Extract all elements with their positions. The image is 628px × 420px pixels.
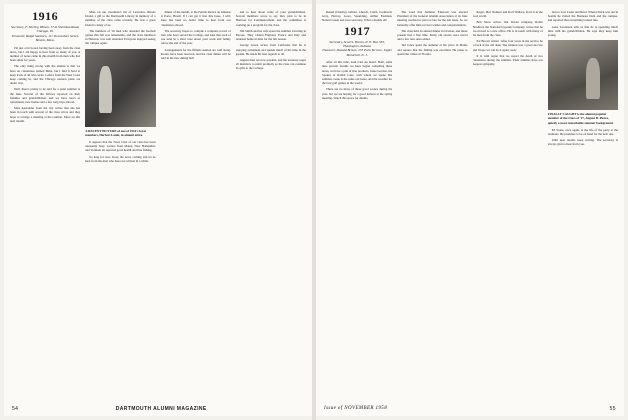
- treasurer-line: Treasurer, Donald Brown, 133 Park Terrace, Upper Montclair, N. J.: [322, 48, 393, 57]
- paragraph: The numbers of '16 men who attended the football games this fall was remarkable, and the class luncheon in Hanover was well attended. Everyone enjoyed seeing the campus again.: [85, 28, 156, 46]
- class-heading-1916: [10, 10, 80, 43]
- page-number: 55: [609, 406, 616, 412]
- paragraph: I'm just a bit bored, having been away from the class news, but I am happy to hear from so many of you. A number of notes came in this month from men who had been silent for years.: [10, 45, 81, 63]
- paragraph: It appears that the Town Crier of our class has been unusually busy. Letters from Maine, New Hampshire and Vermont all reported good health and fine fishing.: [85, 140, 156, 153]
- right-page-columns: [322, 10, 618, 398]
- left-page-footer: [4, 406, 312, 412]
- left-page-columns: [10, 10, 306, 398]
- right-col-3: [473, 10, 543, 398]
- treasurer-line: Treasurer, Ralph Sanborn, 111 Devonshire Street, Boston, Mass.: [11, 33, 79, 43]
- right-page: [316, 4, 624, 416]
- class-year-heading: 1916: [32, 10, 59, 23]
- paragraph: tion to Lew Lister and Reed. When Chuck was out in Seattle he visited the Bonneau Dam and the campus, and reported that everything looked fine.: [547, 10, 618, 23]
- paragraph: The secretary hopes to compile a complete record of men who have served the College, and asks that each of you send in a short note about your work and family before the end of the year.: [160, 28, 231, 46]
- magazine-name: DARTMOUTH ALUMNI MAGAZINE: [115, 406, 207, 412]
- left-col-3: [161, 10, 231, 398]
- paragraph: It is with regret that we report the death of two classmates during the summer. Their families have our deepest sympathy.: [472, 53, 543, 67]
- paragraph: Ed Stone, once again, is the life of the party at the reunions. He promises to be on hand for the next one.: [547, 127, 618, 137]
- left-col-4: [236, 10, 306, 398]
- paragraph: Ted Jones spent the summer at his place in Maine and reports that the fishing was excellent. He plans to spend the winter in Florida.: [397, 43, 468, 56]
- paragraph: Man, on our classmate's list of Lawrence, Rhode Island, a gift to the Dartmouth Library in memory of a member of the class came recently. He was a great friend to many of us.: [85, 10, 156, 27]
- page-number: 54: [12, 406, 19, 412]
- left-col-1: [10, 10, 80, 398]
- paragraph: Bob Snow writes: Our bistate company, Robin Bradford, the National Gypsum Company, writes that he has moved to a new office. He is in touch with many of the men from the class.: [472, 20, 543, 38]
- paragraph: Until next month, keep writing. The secretary is always glad to hear from you.: [547, 138, 618, 147]
- paragraph: Jim Smith and his wife spent the summer traveling in Europe. They visited England, France and Italy and returned home in time for the fall season.: [235, 28, 306, 42]
- paragraph: Pat Brown writes: 'After four years in the service he is back at the old desk. The reunion was a great success and I hope we can do it again soon.': [472, 39, 543, 52]
- right-col-4: [548, 10, 618, 398]
- paragraph: Miss Alexander from the city writes that she has been in touch with several of the class wives and they hope to arrange a meeting at the reunion. More on this next month.: [10, 106, 81, 123]
- right-col-1: [322, 10, 392, 398]
- photo-caption: A RECENT PICTURE of one of 1916's loyal members, Herbert Lamb, in alumni attire.: [85, 128, 146, 137]
- paragraph: August dues are now payable, and the treasurer urges all members to remit promptly so the class can continue its gifts to the College.: [235, 58, 306, 71]
- left-page: [4, 4, 312, 416]
- paragraph: Russel (Charlie), Gilbert, Church, Crabb, Cromwell, Gray, Harvey, Lowe, Spaulding, Arthur Eastman, Nelson Green and your secretary. What a month, eh!: [322, 10, 393, 23]
- paragraph: Roger, Mac Neilson and Karl Wallace, Karl is in the food world.: [472, 10, 543, 19]
- paragraph: George Green writes from California that he is enjoying retirement and spends much of his time in the garden. He sends his best regards to all.: [235, 43, 306, 56]
- class-heading-1917: [322, 25, 392, 58]
- paragraph: There are no more of these good scenes during the year, but we are hoping for a good turnout at the spring meeting. Watch this space for details.: [322, 87, 393, 100]
- photo-figure: [99, 66, 112, 113]
- paragraph: Gene Lorentzen tells us that he is spending much time with his grandchildren. He says they keep him young.: [547, 24, 618, 38]
- issue-date: Issue of NOVEMBER 1958: [324, 406, 388, 411]
- paragraph: Well, there's plenty to be said for a quiet summer at the lake. Several of the fellows reported on their families and grandchildren, and we have news of retirements, new homes and a few long trips abroad.: [10, 87, 81, 105]
- member-photo: [85, 49, 155, 127]
- right-page-footer: [316, 406, 624, 412]
- paragraph: After all this time, loud cries are heard. Both, some nine percent fourths we have begun compiling these notes, we have a pile of fine products. Gene Gordon, the Spokes of Rabbit Lane, with whom we spoke this summer. Gene is the same old Gene, and the weather for the best golf games in the world.: [322, 60, 393, 86]
- paragraph: Arrangements for the fiftieth reunion are well along. Rooms have been reserved, and the class dinner will be held in the new dining hall.: [160, 47, 231, 61]
- class-year-heading: 1917: [344, 23, 371, 38]
- photo-figure: [586, 58, 600, 99]
- paragraph: The only thing wrong with the alumni is that we have no classmates named Mike, but I find it hard to keep track of all who write. Letters from the West Coast keep coming in, and the Chicago reunion plans are under way.: [10, 64, 81, 86]
- paragraph: The class held its annual dinner in October, and those present had a fine time. Many old stories were retold and a few new ones added.: [397, 28, 468, 42]
- paragraph: So long for now. Keep the news coming and let us hear from the men who have not written in a while.: [85, 154, 156, 163]
- secretary-line: Secretary, Scott S. Brown, P. O. Box 535, Huntington, Indiana: [329, 39, 385, 49]
- right-col-2: [397, 10, 467, 398]
- paragraph: dinner of the month, at the Fenida Terrica de Amenas in Porto, Brazil. If I can get it into this issue, I will; there has been no better time to hear from our classmates abroad.: [160, 10, 231, 27]
- left-col-2: [85, 10, 155, 398]
- member-photo: [548, 40, 618, 110]
- paragraph: and to hear about some of your grandchildren. Several members wrote to say they plan to be in Hanover for Commencement, and the committee is working on a program for the class.: [235, 10, 306, 27]
- photo-caption: FINALLY CAUGHT is the alumni popular member of the Class of '17, August B. Pierce, quietly a most remarkable summer background.: [547, 112, 614, 125]
- paragraph: The word that Summer Emerson was elected President of the General Alumni Association at its June meeting reached us just too late for the last issue. So we belatedly offer him our best wishes and congratulations.: [397, 10, 468, 27]
- secretary-line: Secretary, F. Stirling Wilson, 5741 Sheridan Road, Chicago, Ill.: [10, 25, 80, 34]
